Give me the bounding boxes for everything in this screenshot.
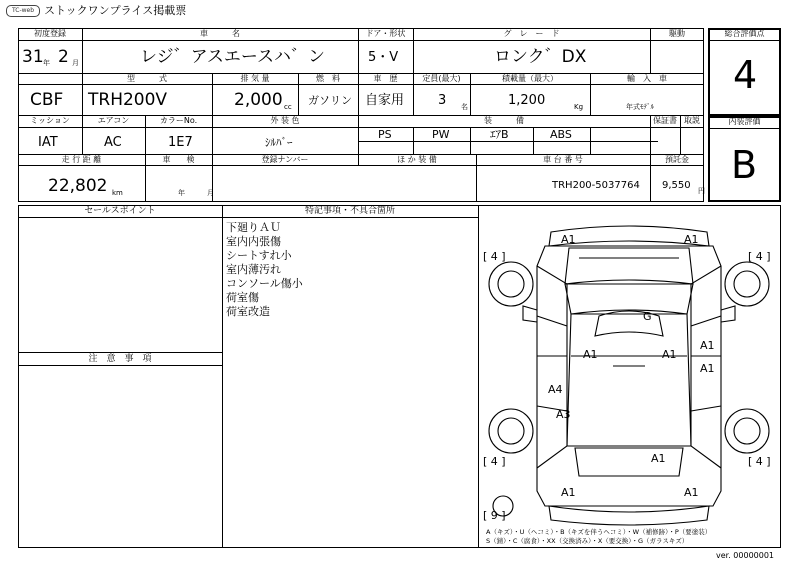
damage-mark-right-fender: A1 (700, 339, 715, 352)
damage-mark-rear-bumper: A1 (561, 486, 576, 499)
label-first-reg: 初度登録 (34, 29, 66, 38)
year-unit: 年 (43, 59, 50, 67)
damage-mark-left-rear: A3 (556, 408, 571, 421)
first-reg-month: 2 (58, 47, 69, 67)
label-inspection: 車 検 (162, 155, 195, 164)
remark-item: 下廻りＡＵ (226, 221, 281, 234)
label-model: 型 式 (127, 74, 167, 83)
label-door-shape: ドア・形状 (365, 29, 406, 38)
remark-item: 室内薄汚れ (226, 263, 281, 276)
remark-item: コンソール傷小 (226, 277, 303, 290)
equipment-2: PW (432, 128, 450, 141)
label-color-no: カラーNo. (159, 116, 198, 125)
caution-title: 注 意 事 項 (88, 354, 152, 364)
equipment-1: PS (378, 128, 392, 141)
model-prefix: CBF (30, 90, 64, 110)
logo-text: TC-web (11, 7, 35, 14)
remarks-title: 特記事項・不具合箇所 (304, 206, 395, 216)
load: 1,200 (508, 93, 546, 108)
mission: IAT (38, 135, 58, 150)
sheet-title: ストックワンプライス掲載票 (44, 4, 187, 17)
import-model-year: 年式ﾓﾃﾞﾙ (626, 103, 654, 111)
damage-mark-left-front-door: A1 (583, 348, 598, 361)
tire-rear-left-label: [ 4 ] (483, 455, 506, 468)
label-fuel: 燃 料 (316, 74, 340, 83)
label-deposit: 預託金 (665, 155, 689, 164)
label-mileage: 走 行 距 離 (61, 155, 102, 164)
label-history: 車 歴 (373, 74, 398, 83)
damage-mark-front-right: A1 (684, 233, 699, 246)
legend-line-2: S（錆）・C（腐食）・XX（交換済み）・X（要交換）・G（ガラスキズ） (486, 537, 689, 545)
label-capacity: 定員(最大) (422, 74, 461, 83)
label-exterior-color: 外 装 色 (270, 116, 300, 125)
label-other-equipment: ほ か 装 備 (397, 155, 437, 164)
damage-mark-left-slide: A4 (548, 383, 563, 396)
label-displacement: 排 気 量 (240, 74, 270, 83)
fuel: ガソリン (308, 94, 352, 107)
mileage-unit: km (112, 189, 123, 197)
damage-mark-right-rear: A1 (700, 362, 715, 375)
inspection-month-unit: 月 (207, 189, 214, 197)
damage-mark-rear-bumper-right: A1 (684, 486, 699, 499)
label-import: 輸 入 車 (627, 74, 667, 83)
damage-mark-rear-upper: A1 (651, 452, 666, 465)
tire-front-left-label: [ 4 ] (483, 250, 506, 263)
label-manual: 取説 (684, 116, 700, 125)
tire-rear-right-label: [ 4 ] (748, 455, 771, 468)
interior-score: B (731, 143, 758, 187)
damage-mark-roof: G (643, 310, 652, 323)
car-name: レジ゛アスエースハ゛ン (140, 47, 326, 67)
label-drive: 駆動 (669, 29, 685, 38)
label-load: 積載量（最大） (502, 74, 558, 83)
capacity: 3 (438, 93, 447, 108)
color-no: 1E7 (168, 135, 193, 150)
label-mission: ミッション (30, 116, 70, 125)
mileage: 22,802 (48, 176, 108, 196)
aircon: AC (104, 135, 122, 150)
label-chassis-no: 車 台 番 号 (543, 155, 583, 164)
deposit-unit: 円 (698, 187, 705, 195)
vehicle-damage-diagram (479, 206, 780, 547)
label-aircon: エアコン (97, 116, 130, 125)
exterior-color: ｼﾙﾊﾞｰ (265, 136, 293, 149)
remark-item: シートすれ小 (226, 249, 292, 262)
chassis-no: TRH200-5037764 (552, 180, 640, 191)
label-interior-score: 内装評価 (728, 117, 761, 126)
first-reg-year: 31 (22, 47, 44, 67)
capacity-unit: 名 (461, 103, 468, 111)
version-label: ver. 00000001 (716, 551, 775, 560)
tire-front-right-label: [ 4 ] (748, 250, 771, 263)
sales-points-title: セールスポイント (84, 206, 156, 216)
label-car-name: 車 名 (200, 29, 240, 38)
label-plate: 登録ナンバー (261, 155, 309, 164)
legend-line-1: A（キズ）・U（ヘコミ）・B（キズを伴うヘコミ）・W（補修跡）・P（要塗装） (486, 528, 712, 536)
label-equipment: 装 備 (484, 116, 524, 125)
door-shape: 5・V (368, 50, 399, 65)
month-unit: 月 (72, 59, 79, 67)
damage-mark-right-front-door: A1 (662, 348, 677, 361)
equipment-4: ABS (550, 128, 572, 141)
load-unit: Kg (574, 103, 584, 111)
label-grade: グ レ ー ド (503, 29, 560, 38)
overall-score: 4 (733, 53, 758, 97)
spare-tire-label: [ 9 ] (483, 509, 506, 522)
displacement: 2,000 (234, 90, 283, 110)
logo (6, 5, 40, 17)
remark-item: 荷室傷 (226, 291, 259, 304)
damage-mark-front-left: A1 (561, 233, 576, 246)
label-overall-score: 総合評価点 (724, 29, 765, 38)
equipment-3: ｴｱB (490, 128, 509, 141)
model-code: TRH200V (88, 90, 168, 110)
inspection-year-unit: 年 (178, 189, 185, 197)
label-warranty: 保証書 (653, 116, 677, 125)
remark-item: 室内内張傷 (226, 235, 281, 248)
remark-item: 荷室改造 (226, 305, 270, 318)
grade: ロンク゛DX (494, 47, 587, 67)
displacement-unit: cc (284, 103, 292, 111)
history: 自家用 (365, 93, 405, 108)
deposit: 9,550 (662, 180, 691, 191)
